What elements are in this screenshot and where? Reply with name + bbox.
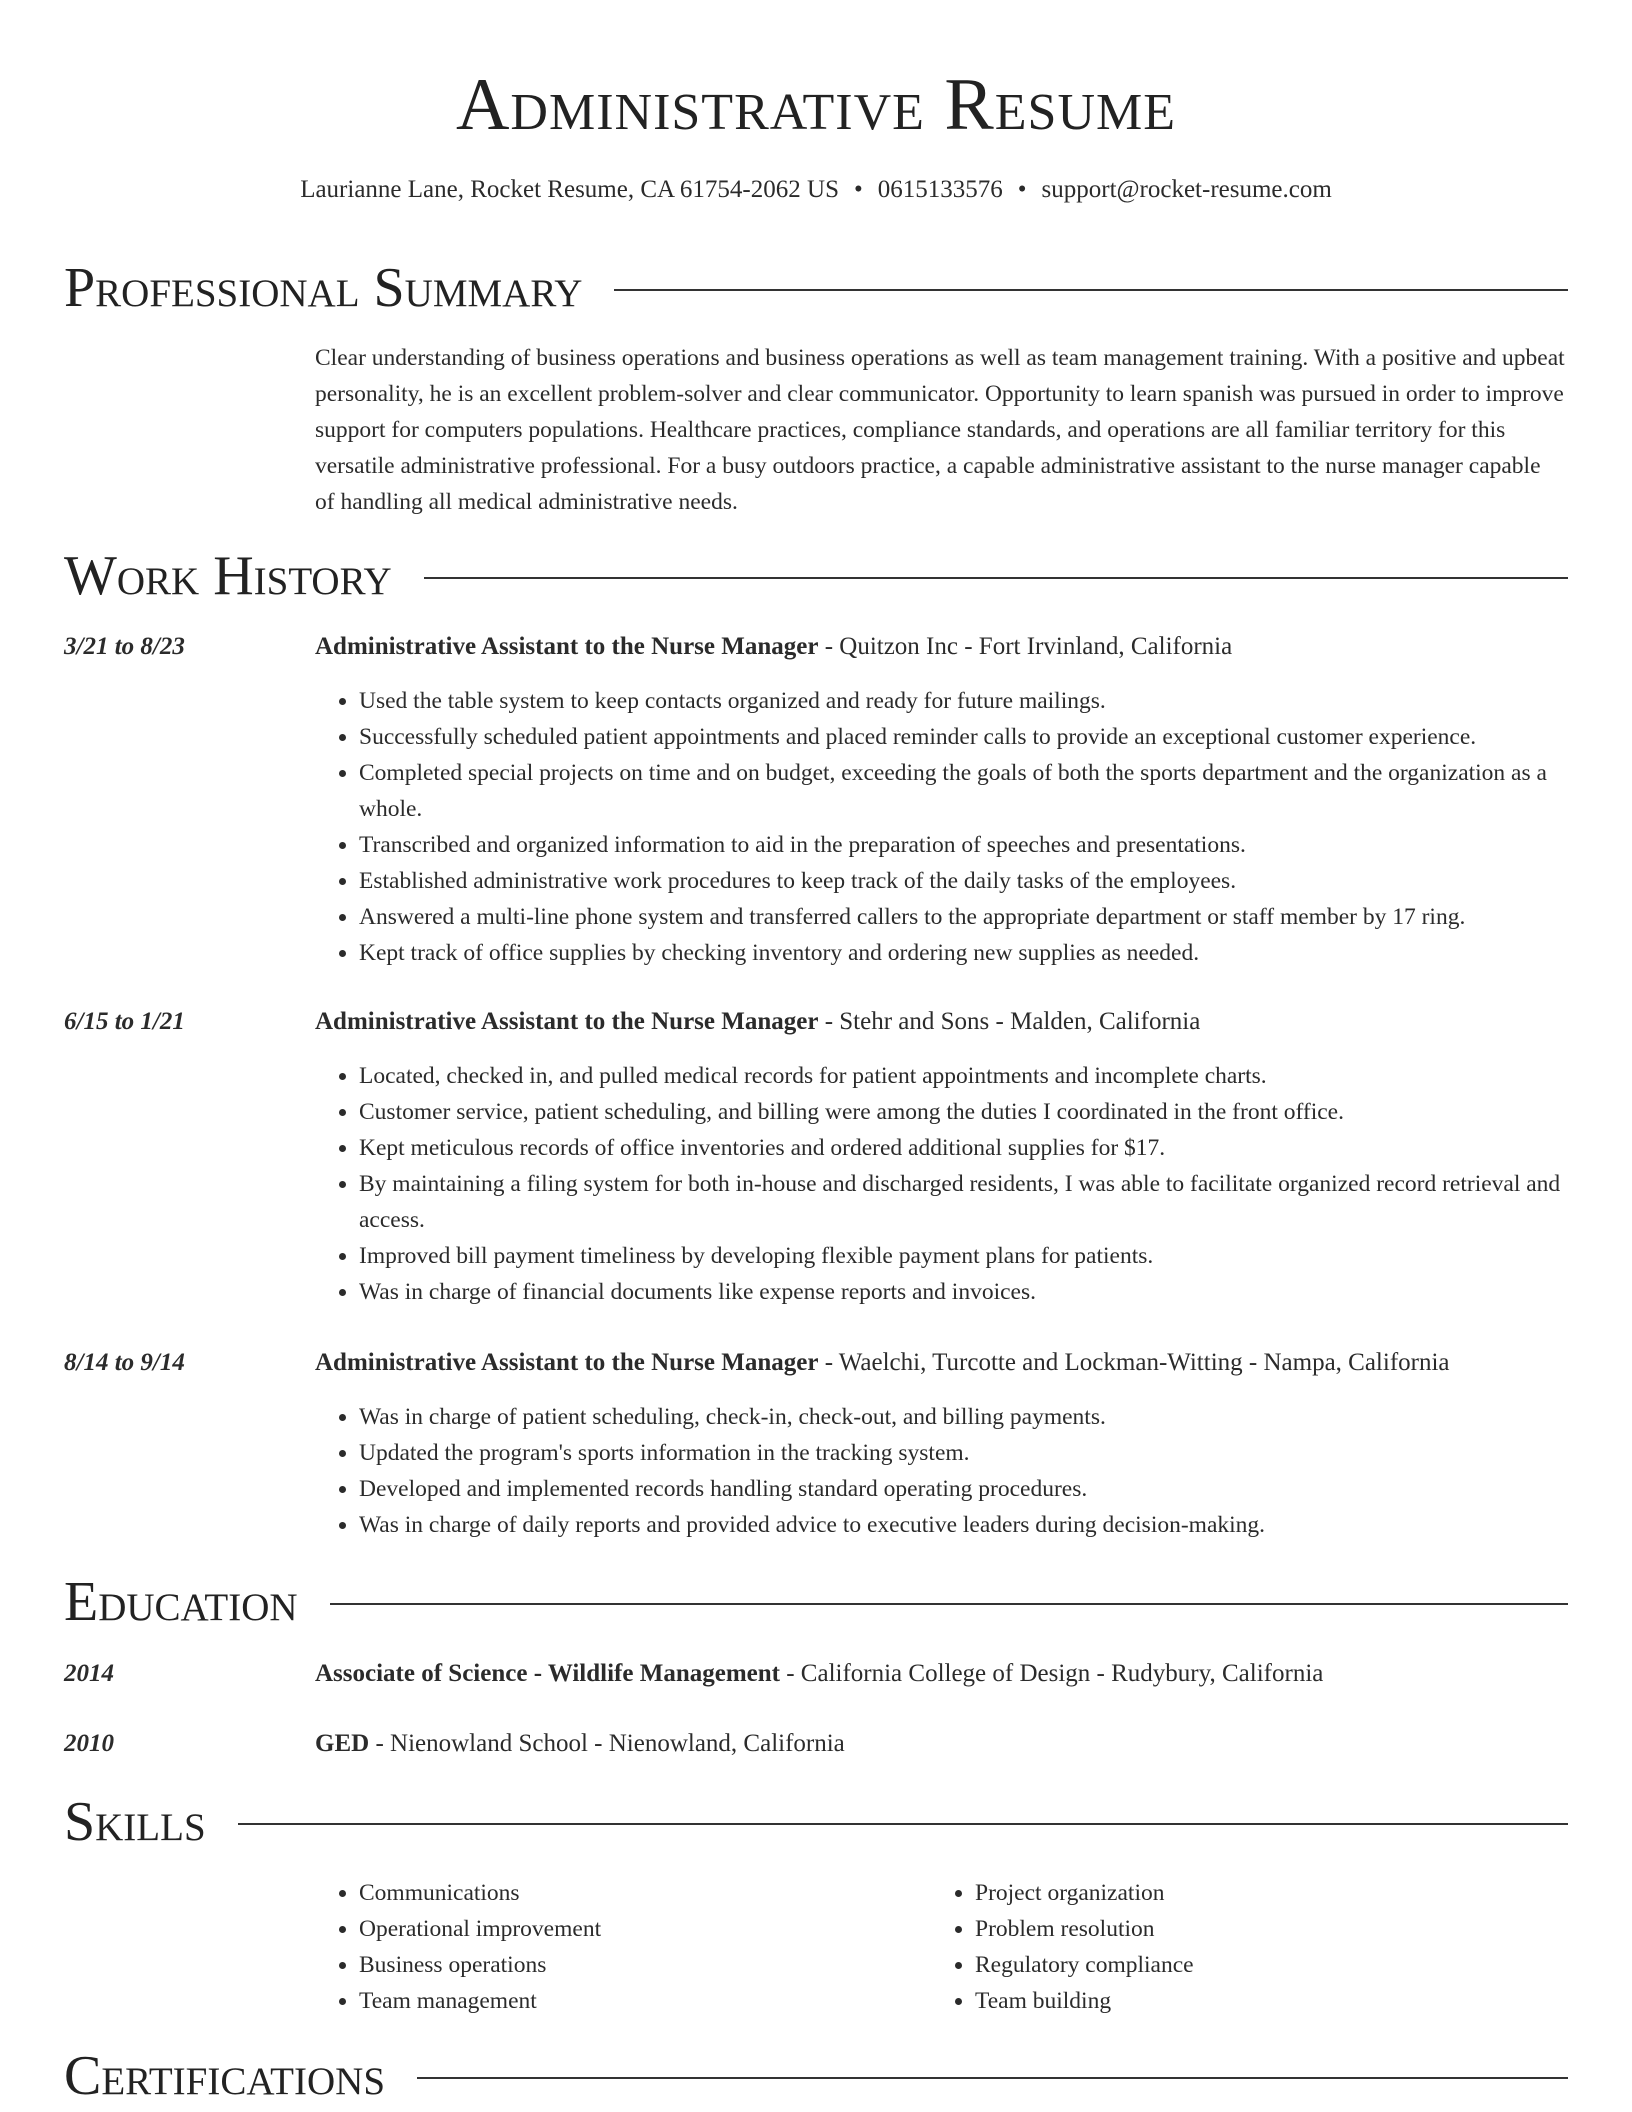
job-bullets [315, 1058, 1568, 1310]
job-bullet: • By maintaining a filing system for both in-house and discharged residents, I was able to facilitate organized record retrieval and access. [359, 1166, 1568, 1238]
job-bullet: • Was in charge of daily reports and provided advice to executive leaders during decision-making. [359, 1507, 1568, 1543]
skill-item: • Project organization [975, 1875, 1595, 1911]
job-bullet: • Used the table system to keep contacts organized and ready for future mailings. [359, 683, 1568, 719]
job-employer: - Stehr and Sons - Malden, California [818, 1008, 1201, 1035]
skills-list-left [315, 1875, 919, 2019]
section-header-education [64, 1570, 1568, 1634]
education-year: 2014 [64, 1660, 114, 1687]
job-bullet: • Answered a multi-line phone system and transferred callers to the appropriate department or staff member by 17 ring. [359, 899, 1568, 935]
job-bullet: • Successfully scheduled patient appointments and placed reminder calls to provide an exceptional customer experience. [359, 719, 1568, 755]
job-employer: - Quitzon Inc - Fort Irvinland, California [818, 633, 1233, 660]
section-header-skills [64, 1790, 1568, 1854]
education-year: 2010 [64, 1730, 114, 1757]
skill-item: • Communications [359, 1875, 919, 1911]
contact-address: Laurianne Lane, Rocket Resume, CA 61754-2062 US [300, 176, 839, 203]
section-divider [417, 2077, 1568, 2079]
job-dates: 3/21 to 8/23 [64, 633, 185, 660]
contact-separator: • [853, 176, 863, 203]
job-bullets [315, 1399, 1568, 1543]
job-title: Administrative Assistant to the Nurse Manager [315, 633, 819, 660]
section-heading: Certifications [64, 2045, 386, 2107]
skill-item: • Regulatory compliance [975, 1947, 1595, 1983]
job-employer: - Waelchi, Turcotte and Lockman-Witting - Nampa, California [818, 1349, 1450, 1376]
job-bullets [315, 683, 1568, 971]
section-header-work-history [64, 544, 1568, 608]
job-bullet: • Developed and implemented records handling standard operating procedures. [359, 1471, 1568, 1507]
education-school: - California College of Design - Rudybury, California [779, 1660, 1324, 1687]
job-dates: 8/14 to 9/14 [64, 1349, 185, 1376]
education-line [315, 1657, 1323, 1691]
job-bullet: • Transcribed and organized information to aid in the preparation of speeches and presentations. [359, 827, 1568, 863]
job-bullet: • Improved bill payment timeliness by developing flexible payment plans for patients. [359, 1238, 1568, 1274]
job-title: Administrative Assistant to the Nurse Manager [315, 1008, 819, 1035]
education-degree: GED [315, 1730, 370, 1757]
job-title: Administrative Assistant to the Nurse Manager [315, 1349, 819, 1376]
job-dates: 6/15 to 1/21 [64, 1008, 185, 1035]
skill-item: • Problem resolution [975, 1911, 1595, 1947]
job-bullet: • Located, checked in, and pulled medical records for patient appointments and incomplete charts. [359, 1058, 1568, 1094]
section-divider [330, 1603, 1568, 1605]
job-bullet: • Established administrative work procedures to keep track of the daily tasks of the employees. [359, 863, 1568, 899]
job-bullet: • Was in charge of patient scheduling, check-in, check-out, and billing payments. [359, 1399, 1568, 1435]
job-bullet: • Was in charge of financial documents like expense reports and invoices. [359, 1274, 1568, 1310]
section-heading: Skills [64, 1791, 206, 1853]
skill-item: • Team management [359, 1983, 919, 2019]
section-divider [424, 577, 1568, 579]
job-bullet: • Kept track of office supplies by checking inventory and ordering new supplies as needed. [359, 935, 1568, 971]
section-header-certifications [64, 2044, 1568, 2108]
job-title-line [315, 630, 1232, 664]
section-header-summary [64, 256, 1568, 320]
contact-phone: 0615133576 [877, 176, 1003, 203]
contact-email: support@rocket-resume.com [1041, 176, 1332, 203]
section-heading: Professional Summary [64, 257, 583, 319]
skill-item: • Business operations [359, 1947, 919, 1983]
job-bullet: • Kept meticulous records of office inventories and ordered additional supplies for $17. [359, 1130, 1568, 1166]
education-line [315, 1727, 845, 1761]
section-heading: Education [64, 1571, 298, 1633]
skills-list-right [931, 1875, 1595, 2019]
skill-item: • Team building [975, 1983, 1595, 2019]
job-bullet: • Completed special projects on time and on budget, exceeding the goals of both the sports department and the organization as a whole. [359, 755, 1568, 827]
resume-title: Administrative Resume [455, 64, 1177, 146]
education-school: - Nienowland School - Nienowland, California [369, 1730, 845, 1757]
contact-separator: • [1017, 176, 1027, 203]
contact-line [0, 175, 1632, 205]
section-heading: Work History [64, 545, 392, 607]
section-divider [614, 289, 1568, 291]
skill-item: • Operational improvement [359, 1911, 919, 1947]
section-divider [238, 1823, 1568, 1825]
education-degree: Associate of Science - Wildlife Management [315, 1660, 780, 1687]
job-bullet: • Updated the program's sports information in the tracking system. [359, 1435, 1568, 1471]
job-title-line [315, 1005, 1200, 1039]
job-bullet: • Customer service, patient scheduling, and billing were among the duties I coordinated in the front office. [359, 1094, 1568, 1130]
job-title-line [315, 1346, 1450, 1380]
summary-text: Clear understanding of business operations and business operations as well as team management training. With a positive and upbeat personality, he is an excellent problem-solver and clear communicator. Opportunity to learn spanish was pursued in order to improve support for computers populations. Healthcare practices, compliance standards, and operations are all familiar territory for this versatile administrative professional. For a busy outdoors practice, a capable administrative assistant to the nurse manager capable of handling all medical administrative needs. [315, 345, 1565, 515]
